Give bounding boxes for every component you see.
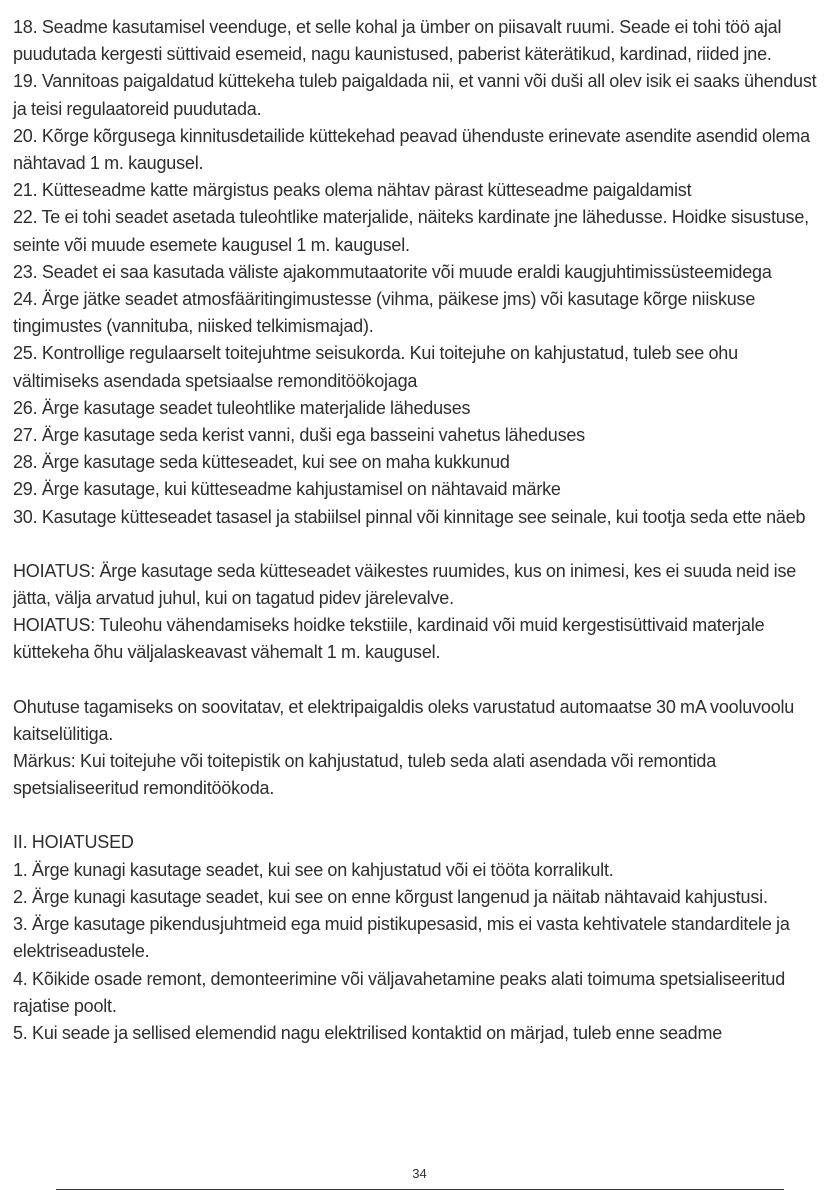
warnings-block: [13, 558, 828, 667]
list-item: 23. Seadet ei saa kasutada väliste ajakommutaatorite või muude eraldi kaugjuhtimissüsteemidega: [13, 261, 772, 282]
footer-divider: [56, 1189, 784, 1190]
paragraph-spacer: [13, 667, 828, 694]
warnings-section: [13, 829, 828, 1047]
paragraph-spacer: [13, 531, 828, 558]
warning-paragraph: HOIATUS: Ärge kasutage seda kütteseadet väikestes ruumides, kus on inimesi, kes ei suuda neid ise jätta, välja arvatud juhul, kui on tagatud pidev järelevalve.: [13, 560, 797, 609]
safety-note: Märkus: Kui toitejuhe või toitepistik on kahjustatud, tuleb seda alati asendada või remontida spetsialiseeritud remonditöökoda.: [13, 751, 717, 799]
list-item: 21. Kütteseadme katte märgistus peaks olema nähtav pärast kütteseadme paigaldamist: [13, 180, 692, 201]
list-item: 20. Kõrge kõrgusega kinnitusdetailide küttekehad peavad ühenduste erinevate asendite asendid olema nähtavad 1 m. kaugusel.: [13, 125, 810, 174]
list-item: 30. Kasutage kütteseadet tasasel ja stabiilsel pinnal või kinnitage see seinale, kui tootja seda ette näeb: [13, 506, 806, 527]
paragraph-spacer: [13, 802, 828, 829]
warning-paragraph: HOIATUS: Tuleohu vähendamiseks hoidke tekstiile, kardinaid või muid kergestisüttivaid materjale küttekeha õhu väljalaskeavast vähemalt 1 m. kaugusel.: [13, 615, 765, 663]
page-number: 34: [412, 1166, 427, 1181]
list-item: 1. Ärge kunagi kasutage seadet, kui see on kahjustatud või ei tööta korralikult.: [13, 859, 614, 880]
list-item: 19. Vannitoas paigaldatud küttekeha tuleb paigaldada nii, et vanni või duši all olev isik ei saaks ühendust ja teisi regulaatoreid puudutada.: [13, 71, 817, 119]
section-heading: II. HOIATUSED: [13, 832, 134, 853]
list-item: 26. Ärge kasutage seadet tuleohtlike materjalide läheduses: [13, 397, 471, 418]
list-item: 24. Ärge jätke seadet atmosfääritingimustesse (vihma, päikese jms) või kasutage kõrge niiskuse tingimustes (vannituba, niisked telkimismajad).: [13, 289, 756, 337]
list-item: 25. Kontrollige regulaarselt toitejuhtme seisukorda. Kui toitejuhe on kahjustatud, tuleb see ohu vältimiseks asendada spetsiaalse remonditöökojaga: [13, 343, 738, 391]
list-item: 22. Te ei tohi seadet asetada tuleohtlike materjalide, näiteks kardinate jne lähedusse. Hoidke sisustuse, seinte või muude esemete kaugusel 1 m. kaugusel.: [13, 207, 809, 255]
instructions-list: [13, 14, 828, 531]
list-item: 4. Kõikide osade remont, demonteerimine või väljavahetamine peaks alati toimuma spetsialiseeritud rajatise poolt.: [13, 968, 786, 1016]
list-item: 28. Ärge kasutage seda kütteseadet, kui see on maha kukkunud: [13, 452, 510, 473]
list-item: 5. Kui seade ja sellised elemendid nagu elektrilised kontaktid on märjad, tuleb enne seadme: [13, 1022, 723, 1043]
list-item: 29. Ärge kasutage, kui kütteseadme kahjustamisel on nähtavaid märke: [13, 479, 561, 500]
list-item: 18. Seadme kasutamisel veenduge, et selle kohal ja ümber on piisavalt ruumi. Seade ei tohi töö ajal puudutada kergesti süttivaid esemeid, nagu kaunistused, paberist käterätikud, kardinad, riided jne.: [13, 17, 782, 65]
document-page: [13, 14, 828, 1047]
list-item: 2. Ärge kunagi kasutage seadet, kui see on enne kõrgust langenud ja näitab nähtavaid kahjustusi.: [13, 886, 768, 907]
list-item: 3. Ärge kasutage pikendusjuhtmeid ega muid pistikupesasid, mis ei vasta kehtivatele standarditele ja elektriseadustele.: [13, 914, 790, 962]
safety-notes-block: [13, 694, 828, 803]
safety-note: Ohutuse tagamiseks on soovitatav, et elektripaigaldis oleks varustatud automaatse 30 mA vooluvoolu kaitselülitiga.: [13, 696, 795, 744]
list-item: 27. Ärge kasutage seda kerist vanni, duši ega basseini vahetus läheduses: [13, 425, 585, 446]
